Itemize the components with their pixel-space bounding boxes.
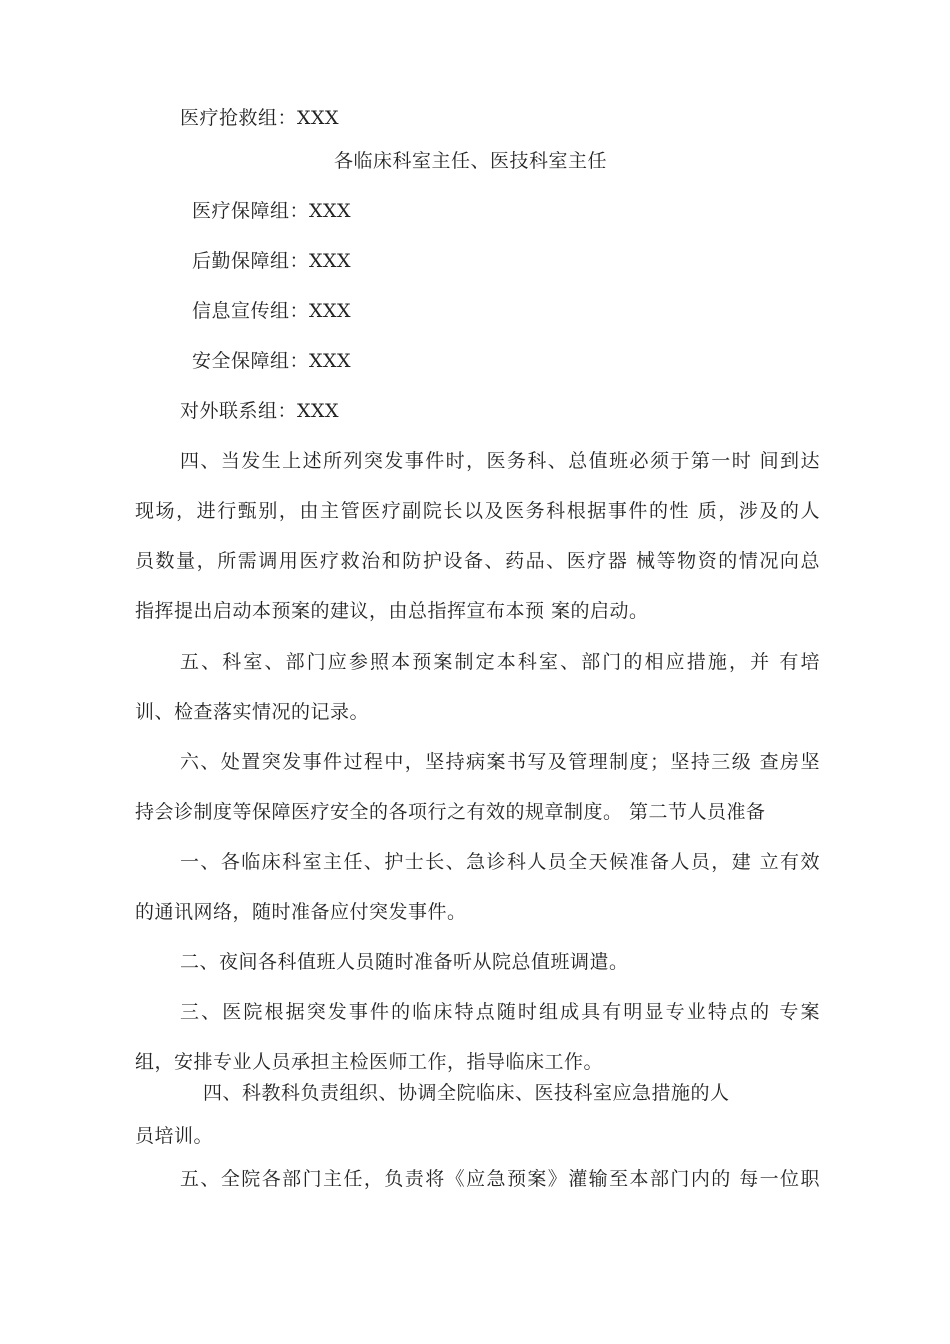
text-line: 五、科室、部门应参照本预案制定本科室、部门的相应措施，并 有培 (180, 651, 820, 673)
text-line: 的通讯网络，随时准备应付突发事件。 (135, 901, 467, 923)
text-line: 各临床科室主任、医技科室主任 (334, 150, 608, 172)
text-line: 员培训。 (135, 1125, 214, 1147)
text-line: 训、检查落实情况的记录。 (135, 701, 370, 723)
text-line: 四、科教科负责组织、协调全院临床、医技科室应急措施的人 (203, 1082, 730, 1104)
text-line: 一、各临床科室主任、护士长、急诊科人员全天候准备人员，建 立有效 (180, 851, 820, 873)
text-line: 安全保障组：XXX (192, 350, 352, 372)
text-line: 指挥提出启动本预案的建议，由总指挥宣布本预 案的启动。 (135, 600, 649, 622)
text-line: 持会诊制度等保障医疗安全的各项行之有效的规章制度。 第二节人员准备 (135, 801, 766, 823)
text-line: 六、处置突发事件过程中，坚持病案书写及管理制度；坚持三级 查房坚 (180, 751, 820, 773)
text-line: 二、夜间各科值班人员随时准备听从院总值班调遣。 (180, 951, 629, 973)
text-line: 医疗保障组：XXX (192, 200, 352, 222)
text-line: 组，安排专业人员承担主检医师工作，指导临床工作。 (135, 1051, 604, 1073)
text-line: 后勤保障组：XXX (192, 250, 352, 272)
text-line: 现场，进行甄别，由主管医疗副院长以及医务科根据事件的性 质，涉及的人 (135, 500, 820, 522)
text-line: 信息宣传组：XXX (192, 300, 352, 322)
text-line: 五、全院各部门主任，负责将《应急预案》灌输至本部门内的 每一位职 (180, 1168, 820, 1190)
text-line: 四、当发生上述所列突发事件时，医务科、总值班必须于第一时 间到达 (180, 450, 820, 472)
text-line: 对外联系组：XXX (180, 400, 340, 422)
text-line: 医疗抢救组：XXX (180, 107, 340, 129)
text-line: 三、医院根据突发事件的临床特点随时组成具有明显专业特点的 专案 (180, 1001, 820, 1023)
text-line: 员数量，所需调用医疗救治和防护设备、药品、医疗器 械等物资的情况向总 (135, 550, 820, 572)
